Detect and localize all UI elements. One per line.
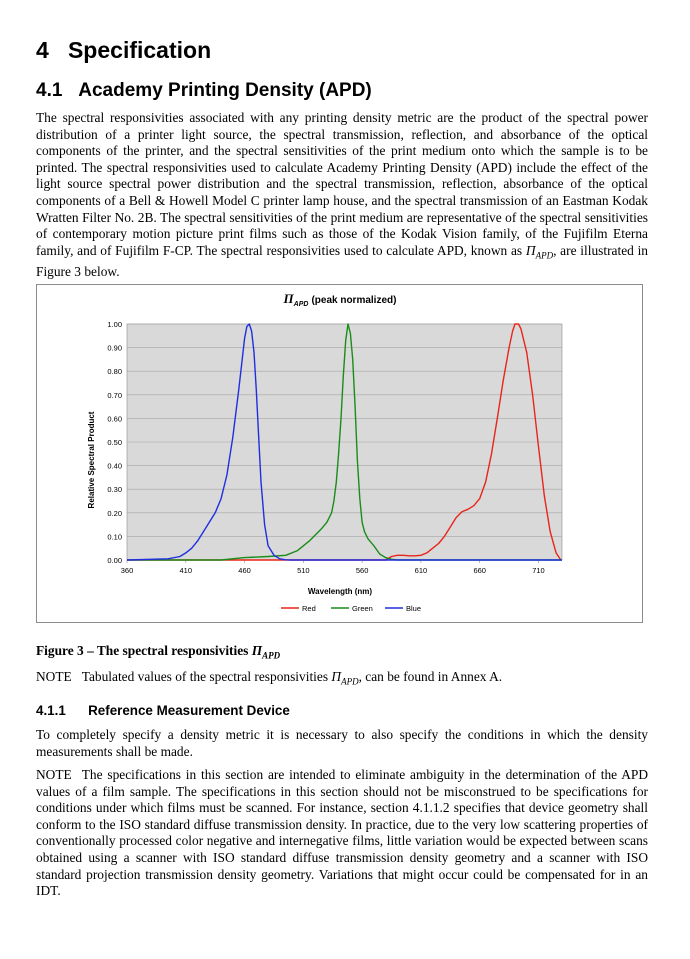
note2-text: The specifications in this section are intended to eliminate ambiguity in the determination of the APD values of a film sample. The specifications in this section should not be misconstrued to be specifications for conditions under which films must be scanned. For instance, section 4.1.1.2 specifies that device geometry shall conform to the ISO standard diffuse transmission density. In practice, due to the very low scattering properties of conventionally processed color negative and internegative films, little variation would be expected between scans obtained using a scanner with ISO standard diffuse transmission density geometry and a scanner with ISO standard projection transmission density geometry. Variations that might occur could be compensated for in an IDT. [36,767,648,899]
y-tick-label: 0.00 [107,556,122,565]
y-tick-labels [107,320,122,565]
y-tick-label: 0.80 [107,367,122,377]
subsubsection-heading [36,703,290,718]
y-axis-label: Relative Spectral Product [87,411,96,509]
y-tick-label: 0.60 [107,414,122,424]
intro-after: , are illustrated in Figure 3 below. [36,242,648,280]
subsubsection-title: Reference Measurement Device [88,703,290,718]
y-tick-label: 0.40 [107,461,122,471]
x-tick-label: 560 [355,566,369,575]
note-tabulated-values [36,669,648,687]
x-tick-label: 510 [297,566,310,575]
y-tick-label: 0.70 [107,390,122,400]
note1-text: Tabulated values of the spectral responsivities [81,669,332,684]
subsection-title: Academy Printing Density (APD) [78,80,372,101]
x-tick-label: 610 [414,566,428,575]
subsubsection-number: 4.1.1 [36,703,66,718]
intro-paragraph [36,110,648,281]
section-heading [36,37,211,64]
pi-symbol [525,242,554,261]
note1-pi-glyph: Π [331,669,342,684]
x-axis-label: Wavelength (nm) [307,587,373,596]
caption-pi-glyph: Π [251,643,263,658]
y-tick-label: 0.20 [107,508,122,518]
figure-3-chart [36,284,643,623]
caption-text: Figure 3 – The spectral responsivities [36,643,252,658]
chart-svg [37,285,642,622]
y-tick-label: 0.10 [107,532,122,542]
legend-label-green: Green [352,604,373,613]
x-tick-label: 710 [532,566,545,575]
note-scanner-specifications [36,767,648,900]
y-tick-label: 1.00 [107,320,122,329]
caption-pi-subscript: APD [262,650,281,661]
legend-label-red: Red [302,604,316,613]
x-tick-labels [121,566,545,575]
chart-title-rest: (peak normalized) [311,295,397,306]
caption-pi-symbol [251,643,281,661]
x-tick-label: 460 [238,566,251,575]
note1-pi-subscript: APD [341,676,359,687]
x-tick-label: 660 [473,566,486,575]
section-title: Specification [67,37,212,63]
section-number: 4 [36,37,49,63]
y-tick-label: 0.90 [107,343,122,353]
chart-title-symbol: Π [283,291,294,306]
measurement-paragraph: To completely specify a density metric it is necessary to also specify the conditions in which the density measurements shall be made. [36,727,648,759]
intro-text: The spectral responsivities associated with any printing density metric are the product of the spectral power distribution of a printer light source, the spectral transmission, reflection, and absorbance of the optical components of the printer, and the spectral sensitivities of the print medium onto which the sample is to be printed. The spectral responsivities used to calculate Academy Printing Density (APD) include the effect of the light source spectral power distribution and the spectral transmission, reflection, absorbance of the optical components of a Bell & Howell Model C printer lamp house, and the spectral transmission of an Eastman Kodak Wratten Filter No. 2B. The spectral sensitivities of the print medium are representative of the spectral sensitivities of contemporary motion picture print films such as those of the Kodak Vision family, of the Fujifilm Eterna family, and of Fujifilm F-CP. The spectral responsivities used to calculate APD, known as [36,110,648,258]
x-tick-label: 360 [120,566,134,575]
figure-caption [36,643,280,661]
y-tick-label: 0.50 [107,438,122,447]
chart-legend [281,604,421,613]
pi-subscript: APD [535,250,554,261]
chart-title [283,291,397,308]
note1-text-after: , can be found in Annex A. [358,669,503,684]
chart-title-sub: APD [293,301,309,308]
subsection-number: 4.1 [36,80,63,101]
x-tick-label: 410 [179,566,193,575]
note2-label: NOTE [36,767,72,782]
legend-label-blue: Blue [406,604,422,613]
note1-label: NOTE [36,669,72,684]
pi-glyph: Π [525,242,536,258]
y-tick-label: 0.30 [107,485,122,495]
subsection-heading [36,80,372,102]
note1-pi-symbol [331,669,359,687]
